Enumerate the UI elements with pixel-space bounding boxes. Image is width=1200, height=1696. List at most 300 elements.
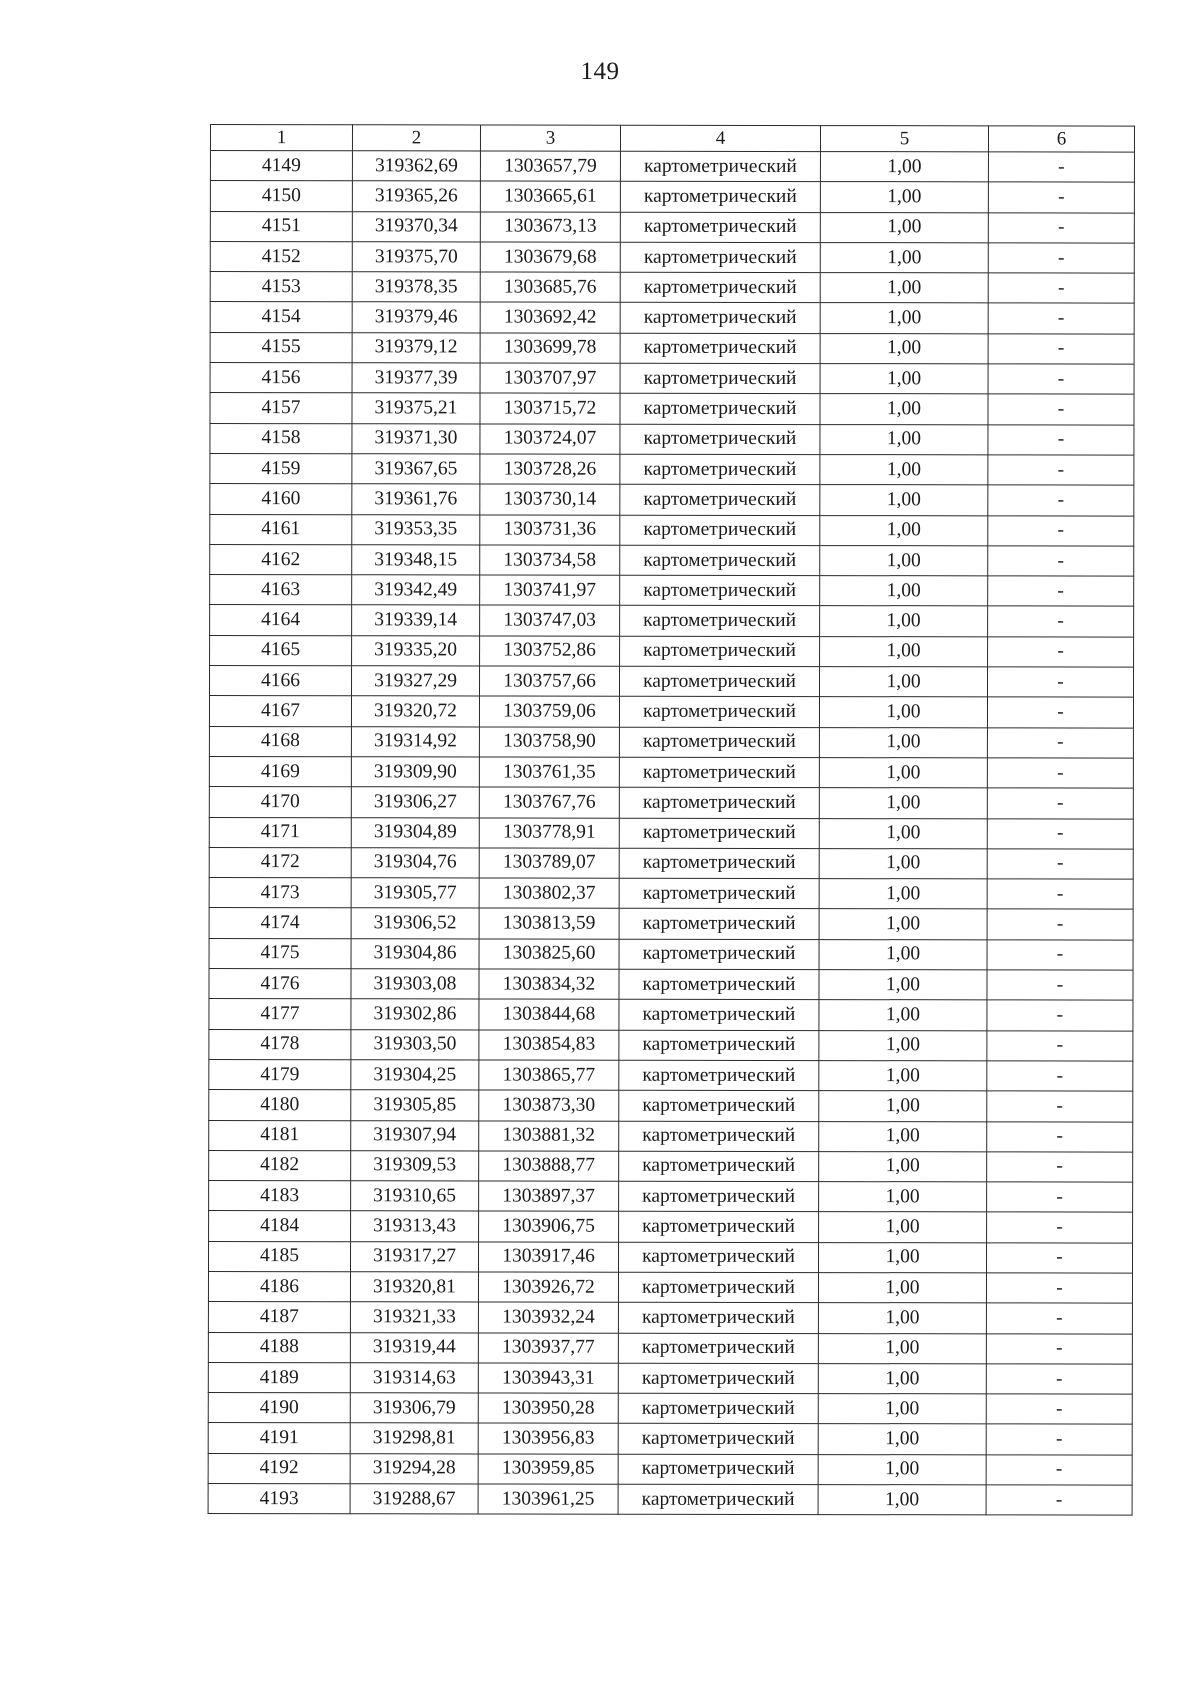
cell-x-coordinate: 319320,81 xyxy=(350,1272,478,1303)
cell-accuracy: 1,00 xyxy=(819,788,987,819)
cell-x-coordinate: 319362,69 xyxy=(352,151,480,182)
cell-note: - xyxy=(988,243,1134,274)
cell-y-coordinate: 1303731,36 xyxy=(480,515,620,546)
coordinates-table-wrapper xyxy=(208,124,1134,1516)
cell-point-number: 4189 xyxy=(208,1362,350,1393)
cell-x-coordinate: 319304,25 xyxy=(351,1060,479,1091)
cell-accuracy: 1,00 xyxy=(818,1333,986,1364)
table-row xyxy=(210,272,1134,304)
table-row xyxy=(210,241,1134,273)
column-header-2: 2 xyxy=(352,125,480,151)
cell-note: - xyxy=(988,606,1134,637)
cell-accuracy: 1,00 xyxy=(819,727,987,758)
cell-y-coordinate: 1303950,28 xyxy=(478,1393,618,1424)
cell-point-number: 4164 xyxy=(210,605,352,636)
cell-point-number: 4185 xyxy=(208,1241,350,1272)
cell-method: картометрический xyxy=(620,424,820,455)
table-row xyxy=(210,181,1134,213)
table-row xyxy=(209,787,1133,819)
cell-x-coordinate: 319304,89 xyxy=(351,817,479,848)
cell-note: - xyxy=(987,1152,1133,1183)
cell-method: картометрический xyxy=(619,1181,819,1212)
cell-note: - xyxy=(987,879,1133,910)
page-number: 149 xyxy=(580,58,620,85)
cell-x-coordinate: 319317,27 xyxy=(350,1241,478,1272)
cell-accuracy: 1,00 xyxy=(818,1424,986,1455)
table-row xyxy=(210,423,1134,455)
cell-method: картометрический xyxy=(618,1454,818,1485)
cell-method: картометрический xyxy=(620,394,820,425)
table-row xyxy=(210,363,1134,395)
cell-note: - xyxy=(987,1091,1133,1122)
cell-method: картометрический xyxy=(619,1060,819,1091)
cell-accuracy: 1,00 xyxy=(820,152,988,183)
cell-point-number: 4183 xyxy=(209,1181,351,1212)
cell-accuracy: 1,00 xyxy=(818,1454,986,1485)
cell-point-number: 4187 xyxy=(208,1302,350,1333)
cell-note: - xyxy=(987,758,1133,789)
cell-y-coordinate: 1303724,07 xyxy=(480,424,620,455)
cell-y-coordinate: 1303906,75 xyxy=(479,1211,619,1242)
cell-method: картометрический xyxy=(618,1393,818,1424)
cell-method: картометрический xyxy=(619,848,819,879)
table-row xyxy=(208,1241,1132,1273)
table-row xyxy=(209,1120,1133,1152)
table-row xyxy=(210,453,1134,485)
cell-method: картометрический xyxy=(620,151,820,182)
cell-method: картометрический xyxy=(619,909,819,940)
cell-x-coordinate: 319306,79 xyxy=(350,1393,478,1424)
table-body xyxy=(208,151,1134,1516)
table-row xyxy=(210,544,1134,576)
cell-method: картометрический xyxy=(618,1302,818,1333)
cell-note: - xyxy=(988,364,1134,395)
cell-note: - xyxy=(988,667,1134,698)
cell-point-number: 4186 xyxy=(208,1271,350,1302)
cell-y-coordinate: 1303956,83 xyxy=(478,1423,618,1454)
table-row xyxy=(209,847,1133,879)
cell-method: картометрический xyxy=(619,787,819,818)
cell-x-coordinate: 319306,27 xyxy=(351,787,479,818)
column-header-3: 3 xyxy=(480,125,620,151)
cell-point-number: 4168 xyxy=(209,726,351,757)
table-row xyxy=(210,514,1134,546)
cell-accuracy: 1,00 xyxy=(820,424,988,455)
cell-y-coordinate: 1303926,72 xyxy=(478,1272,618,1303)
table-row xyxy=(209,756,1133,788)
cell-method: картометрический xyxy=(620,515,820,546)
table-row xyxy=(209,1150,1133,1182)
cell-x-coordinate: 319309,53 xyxy=(351,1151,479,1182)
cell-y-coordinate: 1303759,06 xyxy=(479,696,619,727)
cell-method: картометрический xyxy=(619,878,819,909)
table-row xyxy=(208,1423,1132,1455)
cell-point-number: 4192 xyxy=(208,1453,350,1484)
cell-x-coordinate: 319294,28 xyxy=(350,1454,478,1485)
cell-note: - xyxy=(988,485,1134,516)
table-row xyxy=(209,1090,1133,1122)
cell-method: картометрический xyxy=(620,636,820,667)
cell-point-number: 4175 xyxy=(209,938,351,969)
cell-accuracy: 1,00 xyxy=(818,1242,986,1273)
cell-y-coordinate: 1303937,77 xyxy=(478,1333,618,1364)
cell-y-coordinate: 1303917,46 xyxy=(478,1242,618,1273)
cell-method: картометрический xyxy=(619,1000,819,1031)
cell-accuracy: 1,00 xyxy=(819,1091,987,1122)
cell-method: картометрический xyxy=(620,182,820,213)
cell-note: - xyxy=(988,212,1134,243)
cell-y-coordinate: 1303728,26 xyxy=(480,454,620,485)
cell-method: картометрический xyxy=(618,1333,818,1364)
cell-accuracy: 1,00 xyxy=(820,212,988,243)
cell-method: картометрический xyxy=(620,333,820,364)
cell-y-coordinate: 1303673,13 xyxy=(480,212,620,243)
cell-y-coordinate: 1303741,97 xyxy=(480,575,620,606)
cell-point-number: 4171 xyxy=(209,817,351,848)
cell-note: - xyxy=(986,1243,1132,1274)
cell-y-coordinate: 1303715,72 xyxy=(480,393,620,424)
cell-y-coordinate: 1303685,76 xyxy=(480,272,620,303)
cell-point-number: 4167 xyxy=(209,696,351,727)
cell-accuracy: 1,00 xyxy=(820,182,988,213)
cell-note: - xyxy=(987,1061,1133,1092)
cell-note: - xyxy=(988,334,1134,365)
table-row xyxy=(209,938,1133,970)
cell-y-coordinate: 1303692,42 xyxy=(480,302,620,333)
cell-x-coordinate: 319309,90 xyxy=(351,757,479,788)
cell-point-number: 4184 xyxy=(209,1211,351,1242)
cell-accuracy: 1,00 xyxy=(819,879,987,910)
cell-method: картометрический xyxy=(619,697,819,728)
cell-accuracy: 1,00 xyxy=(820,394,988,425)
cell-point-number: 4191 xyxy=(208,1423,350,1454)
cell-x-coordinate: 319377,39 xyxy=(352,363,480,394)
cell-y-coordinate: 1303747,03 xyxy=(480,605,620,636)
cell-point-number: 4157 xyxy=(210,393,352,424)
table-row xyxy=(208,1332,1132,1364)
cell-method: картометрический xyxy=(619,727,819,758)
cell-x-coordinate: 319313,43 xyxy=(351,1211,479,1242)
cell-accuracy: 1,00 xyxy=(820,636,988,667)
cell-note: - xyxy=(988,515,1134,546)
cell-note: - xyxy=(987,697,1133,728)
cell-accuracy: 1,00 xyxy=(818,1485,986,1516)
cell-x-coordinate: 319327,29 xyxy=(352,666,480,697)
cell-note: - xyxy=(988,425,1134,456)
cell-y-coordinate: 1303761,35 xyxy=(479,757,619,788)
cell-method: картометрический xyxy=(619,969,819,1000)
cell-point-number: 4193 xyxy=(208,1484,350,1515)
cell-accuracy: 1,00 xyxy=(819,818,987,849)
table-row xyxy=(209,878,1133,910)
cell-x-coordinate: 319303,50 xyxy=(351,1029,479,1060)
coordinates-table xyxy=(208,124,1135,1516)
cell-point-number: 4176 xyxy=(209,969,351,1000)
cell-point-number: 4182 xyxy=(209,1150,351,1181)
cell-x-coordinate: 319321,33 xyxy=(350,1302,478,1333)
cell-note: - xyxy=(987,1000,1133,1031)
table-row xyxy=(210,575,1134,607)
cell-accuracy: 1,00 xyxy=(818,1394,986,1425)
cell-point-number: 4174 xyxy=(209,908,351,939)
cell-method: картометрический xyxy=(619,1151,819,1182)
cell-accuracy: 1,00 xyxy=(820,667,988,698)
cell-x-coordinate: 319370,34 xyxy=(352,211,480,242)
cell-x-coordinate: 319361,76 xyxy=(352,484,480,515)
cell-x-coordinate: 319306,52 xyxy=(351,908,479,939)
cell-note: - xyxy=(986,1303,1132,1334)
cell-method: картометрический xyxy=(619,1121,819,1152)
cell-point-number: 4155 xyxy=(210,332,352,363)
cell-method: картометрический xyxy=(619,818,819,849)
cell-method: картометрический xyxy=(620,666,820,697)
cell-x-coordinate: 319314,63 xyxy=(350,1363,478,1394)
table-row xyxy=(210,302,1134,334)
cell-note: - xyxy=(986,1485,1132,1516)
cell-accuracy: 1,00 xyxy=(820,606,988,637)
cell-accuracy: 1,00 xyxy=(820,545,988,576)
cell-point-number: 4180 xyxy=(209,1090,351,1121)
cell-x-coordinate: 319320,72 xyxy=(351,696,479,727)
cell-y-coordinate: 1303813,59 xyxy=(479,908,619,939)
table-row xyxy=(210,484,1134,516)
cell-x-coordinate: 319303,08 xyxy=(351,969,479,1000)
cell-x-coordinate: 319375,70 xyxy=(352,242,480,273)
cell-note: - xyxy=(988,394,1134,425)
cell-x-coordinate: 319371,30 xyxy=(352,423,480,454)
table-row xyxy=(209,1029,1133,1061)
cell-note: - xyxy=(987,1121,1133,1152)
cell-y-coordinate: 1303844,68 xyxy=(479,999,619,1030)
cell-method: картометрический xyxy=(618,1363,818,1394)
cell-method: картометрический xyxy=(619,757,819,788)
cell-y-coordinate: 1303897,37 xyxy=(479,1181,619,1212)
table-row xyxy=(209,1181,1133,1213)
cell-accuracy: 1,00 xyxy=(819,1182,987,1213)
cell-x-coordinate: 319339,14 xyxy=(352,605,480,636)
cell-accuracy: 1,00 xyxy=(819,1212,987,1243)
cell-accuracy: 1,00 xyxy=(820,515,988,546)
cell-method: картометрический xyxy=(619,1090,819,1121)
cell-accuracy: 1,00 xyxy=(818,1273,986,1304)
table-row xyxy=(208,1453,1132,1485)
cell-x-coordinate: 319302,86 xyxy=(351,999,479,1030)
cell-accuracy: 1,00 xyxy=(820,455,988,486)
cell-y-coordinate: 1303767,76 xyxy=(479,787,619,818)
cell-note: - xyxy=(987,970,1133,1001)
table-row xyxy=(210,332,1134,364)
cell-method: картометрический xyxy=(620,303,820,334)
cell-note: - xyxy=(987,727,1133,758)
cell-x-coordinate: 319307,94 xyxy=(351,1120,479,1151)
cell-note: - xyxy=(988,182,1134,213)
cell-x-coordinate: 319305,77 xyxy=(351,878,479,909)
table-row xyxy=(210,666,1134,698)
column-header-5: 5 xyxy=(820,126,988,152)
cell-accuracy: 1,00 xyxy=(818,1303,986,1334)
cell-note: - xyxy=(987,788,1133,819)
table-row xyxy=(210,635,1134,667)
cell-point-number: 4159 xyxy=(210,453,352,484)
cell-y-coordinate: 1303959,85 xyxy=(478,1454,618,1485)
cell-point-number: 4154 xyxy=(210,302,352,333)
cell-note: - xyxy=(988,152,1134,183)
cell-accuracy: 1,00 xyxy=(820,333,988,364)
cell-y-coordinate: 1303657,79 xyxy=(480,151,620,182)
cell-note: - xyxy=(987,909,1133,940)
cell-point-number: 4172 xyxy=(209,847,351,878)
cell-x-coordinate: 319348,15 xyxy=(352,545,480,576)
column-header-1: 1 xyxy=(210,125,352,151)
column-header-4: 4 xyxy=(620,125,820,151)
cell-accuracy: 1,00 xyxy=(818,1363,986,1394)
table-row xyxy=(209,696,1133,728)
cell-method: картометрический xyxy=(618,1242,818,1273)
cell-x-coordinate: 319304,86 xyxy=(351,938,479,969)
cell-accuracy: 1,00 xyxy=(819,758,987,789)
cell-x-coordinate: 319314,92 xyxy=(351,726,479,757)
cell-method: картометрический xyxy=(620,454,820,485)
cell-method: картометрический xyxy=(618,1424,818,1455)
cell-method: картометрический xyxy=(618,1484,818,1515)
cell-y-coordinate: 1303707,97 xyxy=(480,363,620,394)
cell-y-coordinate: 1303679,68 xyxy=(480,242,620,273)
cell-x-coordinate: 319342,49 xyxy=(352,575,480,606)
cell-point-number: 4163 xyxy=(210,575,352,606)
cell-accuracy: 1,00 xyxy=(820,364,988,395)
cell-point-number: 4152 xyxy=(210,241,352,272)
cell-y-coordinate: 1303865,77 xyxy=(479,1060,619,1091)
cell-note: - xyxy=(987,818,1133,849)
table-row xyxy=(208,1393,1132,1425)
cell-accuracy: 1,00 xyxy=(819,1030,987,1061)
table-row xyxy=(209,969,1133,1001)
cell-point-number: 4162 xyxy=(210,544,352,575)
cell-note: - xyxy=(986,1455,1132,1486)
table-row xyxy=(210,151,1134,183)
cell-accuracy: 1,00 xyxy=(819,697,987,728)
cell-accuracy: 1,00 xyxy=(819,1060,987,1091)
cell-accuracy: 1,00 xyxy=(819,939,987,970)
cell-note: - xyxy=(986,1273,1132,1304)
cell-point-number: 4173 xyxy=(209,878,351,909)
cell-x-coordinate: 319305,85 xyxy=(351,1090,479,1121)
cell-method: картометрический xyxy=(620,212,820,243)
cell-method: картометрический xyxy=(619,939,819,970)
cell-x-coordinate: 319379,12 xyxy=(352,333,480,364)
cell-point-number: 4158 xyxy=(210,423,352,454)
cell-accuracy: 1,00 xyxy=(819,970,987,1001)
cell-point-number: 4170 xyxy=(209,787,351,818)
cell-point-number: 4150 xyxy=(210,181,352,212)
cell-y-coordinate: 1303961,25 xyxy=(478,1484,618,1515)
cell-method: картометрический xyxy=(619,1212,819,1243)
cell-accuracy: 1,00 xyxy=(820,576,988,607)
cell-y-coordinate: 1303758,90 xyxy=(479,727,619,758)
cell-y-coordinate: 1303881,32 xyxy=(479,1120,619,1151)
cell-point-number: 4178 xyxy=(209,1029,351,1060)
cell-note: - xyxy=(987,940,1133,971)
cell-method: картометрический xyxy=(620,363,820,394)
cell-accuracy: 1,00 xyxy=(819,1121,987,1152)
cell-y-coordinate: 1303943,31 xyxy=(478,1363,618,1394)
cell-point-number: 4149 xyxy=(210,151,352,182)
cell-method: картометрический xyxy=(620,575,820,606)
cell-y-coordinate: 1303888,77 xyxy=(479,1151,619,1182)
table-row xyxy=(209,999,1133,1031)
cell-method: картометрический xyxy=(620,484,820,515)
cell-point-number: 4179 xyxy=(209,1059,351,1090)
cell-accuracy: 1,00 xyxy=(819,909,987,940)
cell-note: - xyxy=(986,1364,1132,1395)
cell-x-coordinate: 319310,65 xyxy=(351,1181,479,1212)
cell-note: - xyxy=(987,1030,1133,1061)
table-row xyxy=(209,817,1133,849)
cell-point-number: 4165 xyxy=(210,635,352,666)
cell-note: - xyxy=(988,637,1134,668)
cell-x-coordinate: 319365,26 xyxy=(352,181,480,212)
cell-note: - xyxy=(987,1212,1133,1243)
cell-y-coordinate: 1303699,78 xyxy=(480,333,620,364)
cell-point-number: 4181 xyxy=(209,1120,351,1151)
cell-accuracy: 1,00 xyxy=(819,1000,987,1031)
cell-y-coordinate: 1303873,30 xyxy=(479,1090,619,1121)
cell-accuracy: 1,00 xyxy=(819,848,987,879)
cell-x-coordinate: 319367,65 xyxy=(352,454,480,485)
cell-x-coordinate: 319319,44 xyxy=(350,1332,478,1363)
cell-accuracy: 1,00 xyxy=(820,242,988,273)
column-header-6: 6 xyxy=(988,126,1134,152)
cell-method: картометрический xyxy=(619,1030,819,1061)
cell-point-number: 4153 xyxy=(210,272,352,303)
cell-x-coordinate: 319304,76 xyxy=(351,848,479,879)
cell-x-coordinate: 319298,81 xyxy=(350,1423,478,1454)
cell-y-coordinate: 1303752,86 xyxy=(480,636,620,667)
cell-note: - xyxy=(987,1182,1133,1213)
table-row xyxy=(210,605,1134,637)
cell-x-coordinate: 319378,35 xyxy=(352,272,480,303)
cell-y-coordinate: 1303778,91 xyxy=(479,818,619,849)
cell-y-coordinate: 1303854,83 xyxy=(479,1030,619,1061)
cell-accuracy: 1,00 xyxy=(820,485,988,516)
table-header-row xyxy=(210,125,1134,153)
cell-y-coordinate: 1303932,24 xyxy=(478,1302,618,1333)
cell-note: - xyxy=(988,546,1134,577)
cell-y-coordinate: 1303757,66 xyxy=(480,666,620,697)
table-row xyxy=(208,1271,1132,1303)
cell-method: картометрический xyxy=(620,242,820,273)
cell-method: картометрический xyxy=(620,606,820,637)
cell-y-coordinate: 1303730,14 xyxy=(480,484,620,515)
cell-note: - xyxy=(988,455,1134,486)
table-row xyxy=(210,393,1134,425)
table-row xyxy=(208,1302,1132,1334)
cell-accuracy: 1,00 xyxy=(820,303,988,334)
cell-method: картометрический xyxy=(618,1272,818,1303)
cell-note: - xyxy=(986,1394,1132,1425)
cell-y-coordinate: 1303734,58 xyxy=(480,545,620,576)
cell-point-number: 4161 xyxy=(210,514,352,545)
cell-method: картометрический xyxy=(620,545,820,576)
cell-point-number: 4190 xyxy=(208,1393,350,1424)
table-row xyxy=(210,211,1134,243)
cell-point-number: 4169 xyxy=(209,756,351,787)
cell-note: - xyxy=(986,1333,1132,1364)
table-row xyxy=(209,1211,1133,1243)
cell-x-coordinate: 319288,67 xyxy=(350,1484,478,1515)
cell-x-coordinate: 319375,21 xyxy=(352,393,480,424)
cell-note: - xyxy=(986,1424,1132,1455)
